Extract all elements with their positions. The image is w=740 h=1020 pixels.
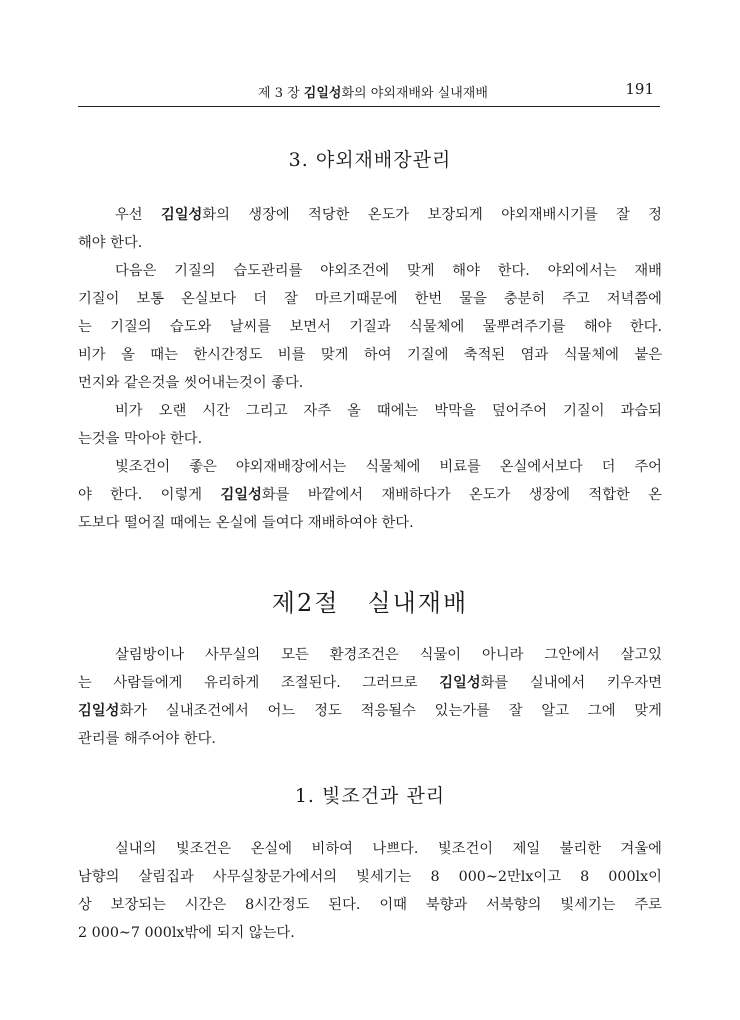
paragraph-line: 는 기질의 습도와 날씨를 보면서 기질과 식물체에 물뿌려주기를 해야 한다. (78, 319, 662, 335)
section-3-title: 3. 야외재배장관리 (288, 149, 452, 171)
paragraph-line: 는 사람들에게 유리하게 조절된다. 그러므로 김일성화를 실내에서 키우자면 (78, 675, 662, 691)
section-1-title: 1. 빛조건과 관리 (294, 785, 446, 807)
paragraph-line: 비가 올 때는 한시간정도 비를 맞게 하여 기질에 축적된 염과 식물체에 붙은 (78, 347, 662, 363)
paragraph-line: 비가 오랜 시간 그리고 자주 올 때에는 박막을 덮어주어 기질이 과습되 (115, 403, 662, 419)
paragraph-line: 상 보장되는 시간은 8시간정도 된다. 이때 북향과 서북향의 빛세기는 주로 (78, 897, 662, 913)
paragraph-line: 다음은 기질의 습도관리를 야외조건에 맞게 해야 한다. 야외에서는 재배 (115, 263, 662, 279)
paragraph-line: 2 000∼7 000lx밖에 되지 않는다. (78, 925, 295, 941)
paragraph-line: 살림방이나 사무실의 모든 환경조건은 식물이 아니라 그안에서 살고있 (115, 647, 662, 663)
page-number: 191 (625, 80, 654, 98)
section-2-title: 제2절 실내재배 (271, 589, 469, 617)
paragraph-line: 기질이 보통 온실보다 더 잘 마르기때문에 한번 물을 충분히 주고 저녁쯤에 (78, 291, 662, 307)
running-header (78, 80, 660, 107)
paragraph-line: 는것을 막아야 한다. (78, 431, 203, 447)
paragraph-line: 우선 김일성화의 생장에 적당한 온도가 보장되게 야외재배시기를 잘 정 (115, 207, 662, 223)
paragraph-line: 야 한다. 이렇게 김일성화를 바깥에서 재배하다가 온도가 생장에 적합한 온 (78, 487, 662, 503)
paragraph-line: 먼지와 같은것을 씻어내는것이 좋다. (78, 375, 304, 391)
paragraph-line: 빛조건이 좋은 야외재배장에서는 식물체에 비료를 온실에서보다 더 주어 (115, 459, 662, 475)
paragraph-line: 도보다 떨어질 때에는 온실에 들여다 재배하여야 한다. (78, 515, 414, 531)
paragraph-line: 해야 한다. (78, 235, 143, 251)
paragraph-line: 실내의 빛조건은 온실에 비하여 나쁘다. 빛조건이 제일 불리한 겨울에 (115, 841, 662, 857)
paragraph-line: 남향의 살림집과 사무실창문가에서의 빛세기는 8 000∼2만lx이고 8 000lx이 (78, 869, 662, 885)
chapter-title: 제 3 장 김일성화의 야외재배와 실내재배 (258, 86, 488, 101)
paragraph-line: 김일성화가 실내조건에서 어느 정도 적응될수 있는가를 잘 알고 그에 맞게 (78, 703, 662, 719)
paragraph-line: 관리를 해주어야 한다. (78, 731, 216, 747)
